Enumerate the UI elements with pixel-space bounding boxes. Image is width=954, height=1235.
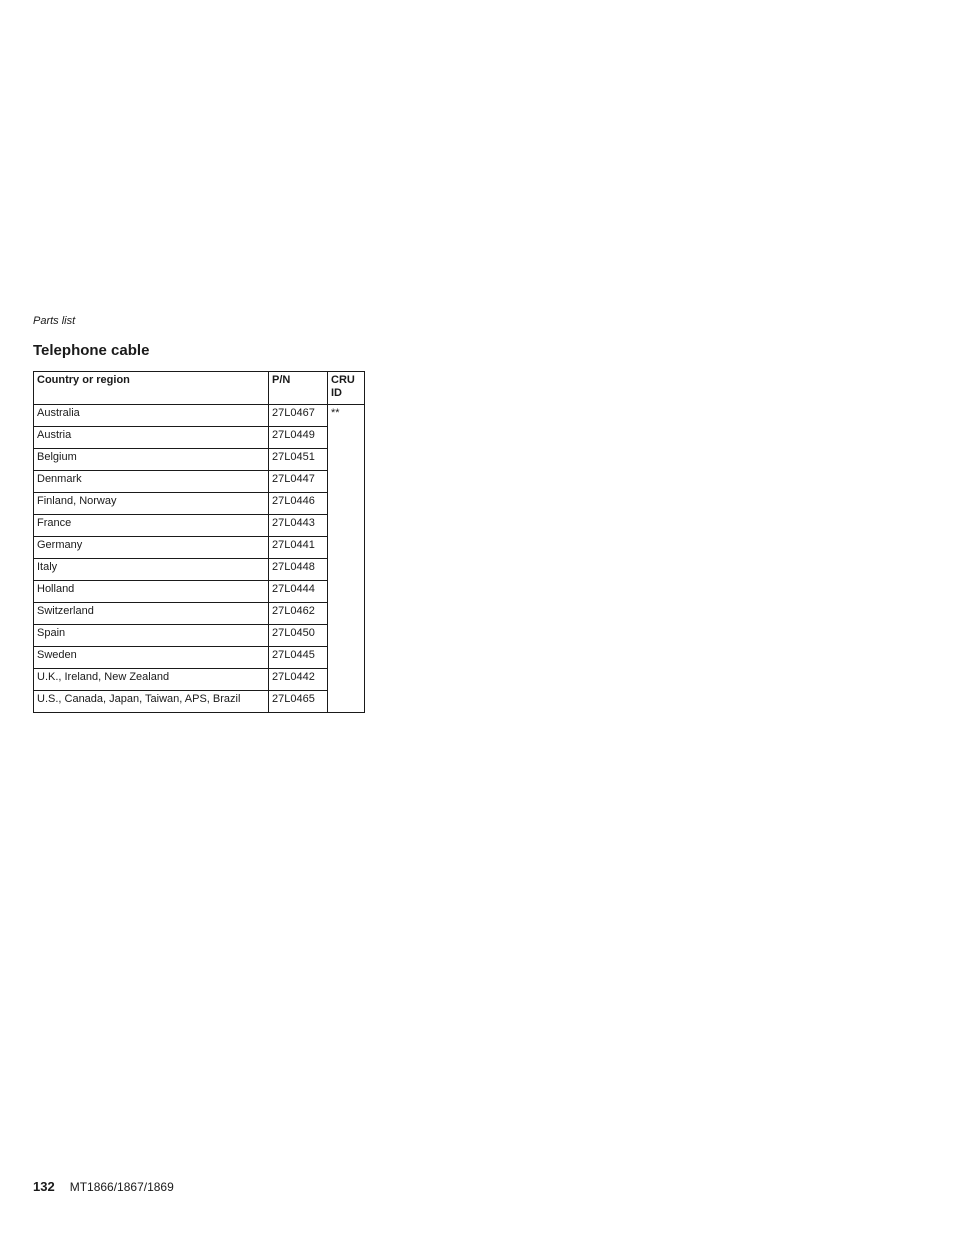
table-row	[34, 515, 365, 537]
table-row	[34, 405, 365, 427]
cell-part-number: 27L0444	[269, 581, 328, 603]
cell-country: Australia	[34, 405, 269, 427]
column-header-cru-id: CRU ID	[328, 372, 365, 405]
table-row	[34, 449, 365, 471]
cell-country: Germany	[34, 537, 269, 559]
cell-country: U.S., Canada, Japan, Taiwan, APS, Brazil	[34, 691, 269, 713]
cell-country: U.K., Ireland, New Zealand	[34, 669, 269, 691]
cell-part-number: 27L0447	[269, 471, 328, 493]
table-row	[34, 691, 365, 713]
cell-part-number: 27L0446	[269, 493, 328, 515]
cell-part-number: 27L0451	[269, 449, 328, 471]
table-row	[34, 427, 365, 449]
model-numbers: MT1866/1867/1869	[69, 1180, 174, 1194]
cell-part-number: 27L0450	[269, 625, 328, 647]
cell-part-number: 27L0443	[269, 515, 328, 537]
running-head: Parts list	[33, 315, 76, 327]
table-row	[34, 559, 365, 581]
column-header-country: Country or region	[34, 372, 269, 405]
cell-country: Belgium	[34, 449, 269, 471]
cell-country: Sweden	[34, 647, 269, 669]
section-title: Telephone cable	[33, 342, 150, 359]
table-row	[34, 669, 365, 691]
parts-table	[33, 371, 365, 713]
cell-country: Spain	[34, 625, 269, 647]
table-row	[34, 537, 365, 559]
cell-part-number: 27L0449	[269, 427, 328, 449]
table-header-row	[34, 372, 365, 405]
cell-country: France	[34, 515, 269, 537]
cell-part-number: 27L0462	[269, 603, 328, 625]
cell-part-number: 27L0467	[269, 405, 328, 427]
cell-country: Holland	[34, 581, 269, 603]
page-footer	[33, 1179, 174, 1195]
cell-part-number: 27L0445	[269, 647, 328, 669]
cell-part-number: 27L0442	[269, 669, 328, 691]
page-number: 132	[33, 1179, 55, 1194]
cell-part-number: 27L0448	[269, 559, 328, 581]
cell-country: Italy	[34, 559, 269, 581]
cell-country: Finland, Norway	[34, 493, 269, 515]
table-row	[34, 647, 365, 669]
cell-country: Denmark	[34, 471, 269, 493]
table-body	[34, 405, 365, 713]
table-row	[34, 603, 365, 625]
column-header-pn: P/N	[269, 372, 328, 405]
cell-country: Austria	[34, 427, 269, 449]
cell-cru-id: **	[328, 405, 365, 713]
table-row	[34, 471, 365, 493]
cell-part-number: 27L0441	[269, 537, 328, 559]
table-row	[34, 625, 365, 647]
table-row	[34, 493, 365, 515]
cell-country: Switzerland	[34, 603, 269, 625]
table-row	[34, 581, 365, 603]
cell-part-number: 27L0465	[269, 691, 328, 713]
